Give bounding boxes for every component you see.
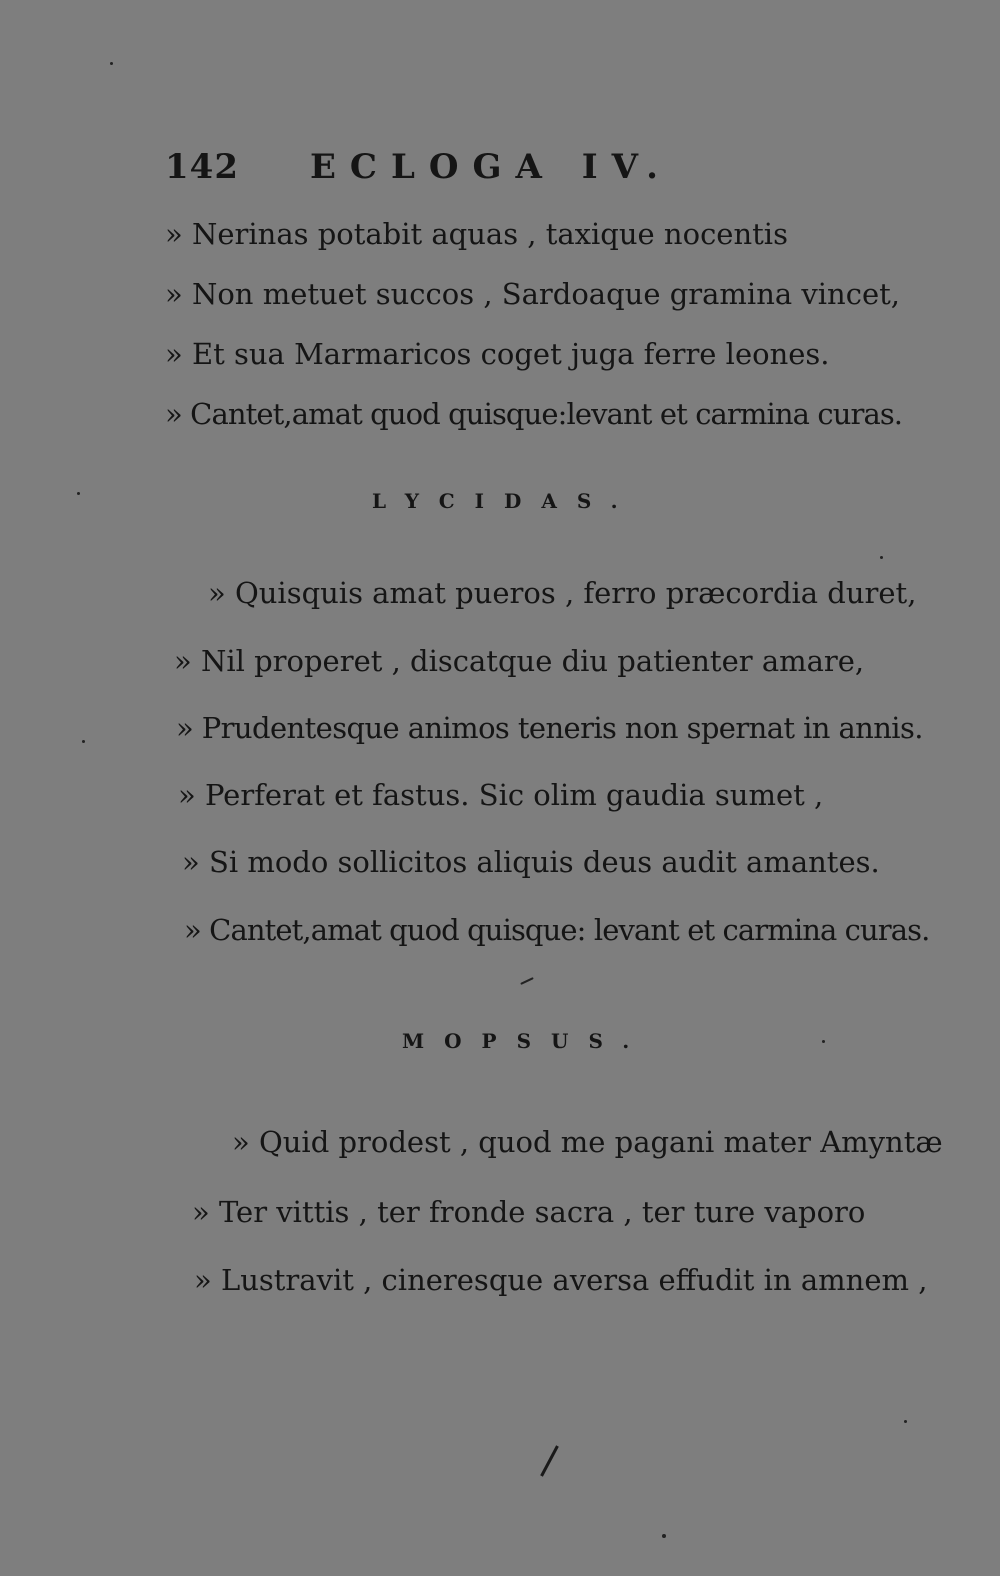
verse-line: » Nil properet , discatque diu patienter amare, <box>174 644 865 678</box>
verse-line: » Lustravit , cineresque aversa effudit in amnem , <box>194 1263 928 1297</box>
ink-speck <box>110 62 113 65</box>
verse-line: » Ter vittis , ter fronde sacra , ter ture vaporo <box>192 1195 866 1229</box>
ink-speck <box>822 1040 825 1043</box>
ink-mark <box>540 1445 559 1476</box>
verse-line: » Prudentesque animos teneris non spernat in annis. <box>176 711 923 745</box>
ink-speck <box>77 492 80 495</box>
page-header <box>165 142 725 192</box>
verse-line: » Non metuet succos , Sardoaque gramina vincet, <box>165 277 900 311</box>
ink-speck <box>880 556 883 559</box>
speaker-name: LYCIDAS. <box>372 489 638 513</box>
verse-line: » Et sua Marmaricos coget juga ferre leones. <box>165 337 830 371</box>
verse-line: » Cantet,amat quod quisque: levant et carmina curas. <box>184 913 930 947</box>
verse-line: » Nerinas potabit aquas , taxique nocentis <box>165 217 788 251</box>
ink-speck <box>82 740 85 743</box>
verse-line: » Cantet,amat quod quisque:levant et carmina curas. <box>165 397 903 431</box>
ink-speck <box>904 1420 907 1423</box>
verse-line: » Quid prodest , quod me pagani mater Amyntæ <box>232 1125 943 1159</box>
verse-line: » Quisquis amat pueros , ferro præcordia duret, <box>208 576 917 610</box>
running-title: ECLOGA IV. <box>310 147 672 187</box>
speaker-name: MOPSUS. <box>402 1029 650 1053</box>
ink-speck <box>662 1534 666 1538</box>
ink-speck <box>520 977 534 985</box>
verse-line: » Perferat et fastus. Sic olim gaudia sumet , <box>178 778 824 812</box>
verse-line: » Si modo sollicitos aliquis deus audit amantes. <box>182 845 880 879</box>
page-number: 142 <box>165 147 239 187</box>
